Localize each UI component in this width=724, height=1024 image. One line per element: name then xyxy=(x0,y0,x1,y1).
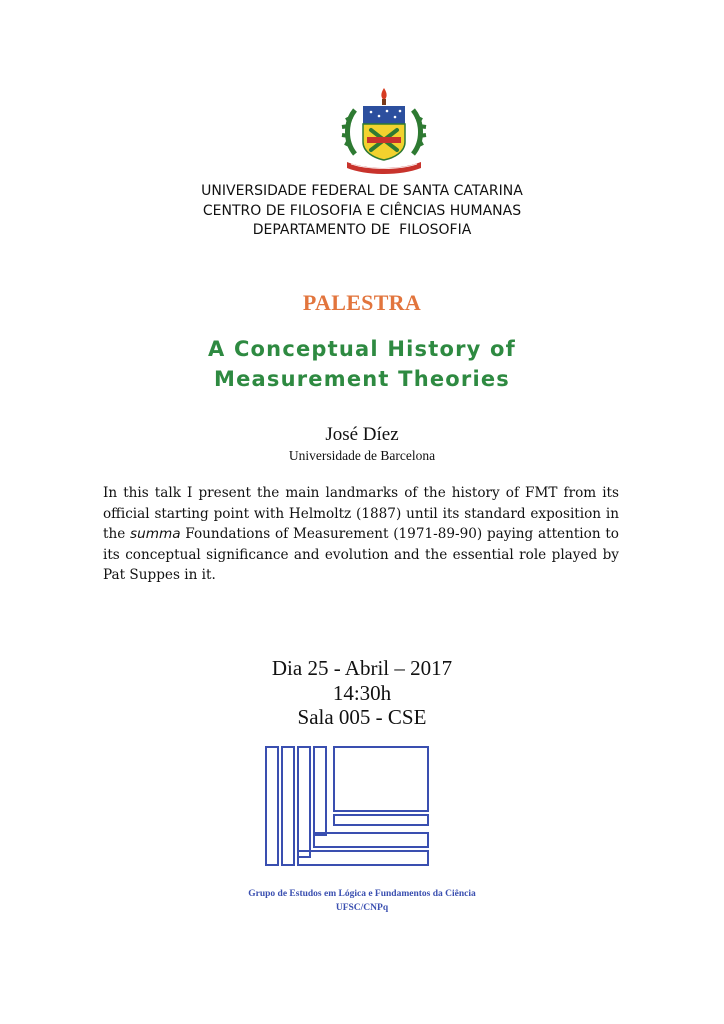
abstract-italic: summa xyxy=(130,526,181,543)
nested-rectangles-logo-icon xyxy=(264,745,432,869)
institution-line-1: UNIVERSIDADE FEDERAL DE SANTA CATARINA xyxy=(201,183,523,199)
event-title-line-1: A Conceptual History of xyxy=(207,337,516,361)
event-time: 14:30h xyxy=(332,680,392,705)
event-title-line-2: Measurement Theories xyxy=(213,367,511,391)
institution-line-3: DEPARTAMENTO DE FILOSOFIA xyxy=(252,222,472,238)
institution-line-2: CENTRO DE FILOSOFIA E CIÊNCIAS HUMANAS xyxy=(202,202,522,219)
abstract-part-2: Foundations of Measurement (1971-89-90) paying attention to its conceptual significance and evolution and the essential role played by Pat Suppes in it. xyxy=(103,526,619,584)
group-affiliation: UFSC/CNPq xyxy=(335,903,389,913)
speaker-affiliation: Universidade de Barcelona xyxy=(288,448,436,463)
event-type: PALESTRA xyxy=(302,290,422,315)
event-date: Dia 25 - Abril – 2017 xyxy=(271,656,453,680)
abstract-text xyxy=(103,483,619,586)
institution-block xyxy=(0,182,724,241)
speaker-name: José Díez xyxy=(325,424,399,445)
abstract-part-1: In this talk I present the main landmarks of the history of FMT from its official starting point with Helmoltz (1887) until its standard exposition in the xyxy=(103,485,619,543)
event-title xyxy=(0,334,724,394)
schedule-block xyxy=(0,656,724,730)
event-room: Sala 005 - CSE xyxy=(297,705,427,729)
group-name: Grupo de Estudos em Lógica e Fundamentos da Ciência xyxy=(248,889,476,899)
ufsc-coat-of-arms-icon xyxy=(337,84,431,176)
